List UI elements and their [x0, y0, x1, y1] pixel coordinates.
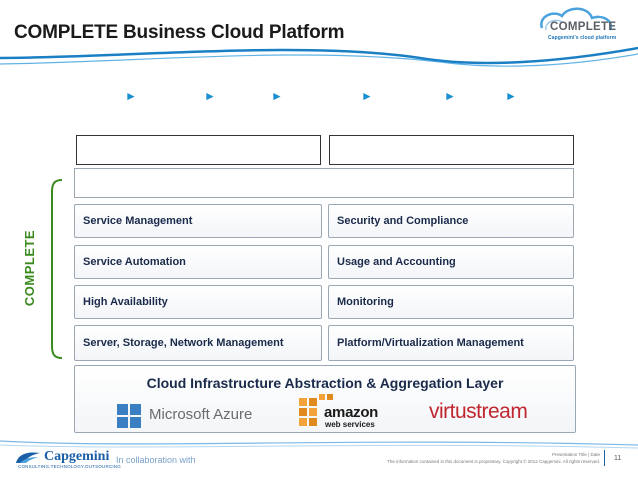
legal-notice: The information contained in this document is proprietary. Copyright © 2012 Capgemini. All rights reserved. [387, 459, 600, 464]
presentation-title-date: Presentation Title | Date [552, 452, 600, 457]
capgemini-tagline: CONSULTING.TECHNOLOGY.OUTSOURCING [18, 464, 121, 469]
complete-bracket [46, 178, 66, 360]
layer-platform-virtualization: Platform/Virtualization Management [328, 325, 574, 361]
page-number: 11 [614, 455, 622, 462]
infrastructure-layer [74, 365, 576, 433]
footer-divider [604, 450, 605, 466]
collaboration-text: In collaboration with [116, 455, 196, 465]
layer-monitoring: Monitoring [328, 285, 574, 319]
layer-high-availability: High Availability [74, 285, 322, 319]
empty-box-right [329, 135, 574, 165]
arrow-1: ► [125, 89, 137, 103]
amazon-web-services-text: web services [325, 420, 375, 429]
complete-side-label: COMPLETE [22, 229, 37, 307]
complete-logo-name: COMPLETE [550, 21, 617, 33]
empty-box-left [76, 135, 321, 165]
layer-service-management: Service Management [74, 204, 322, 238]
arrow-3: ► [271, 89, 283, 103]
arrow-4: ► [361, 89, 373, 103]
layer-service-automation: Service Automation [74, 245, 322, 279]
amazon-text: amazon [324, 404, 379, 421]
complete-logo-tagline: Capgemini's cloud platform [548, 35, 617, 41]
capgemini-name: Capgemini [44, 449, 110, 464]
capgemini-spade-icon [14, 451, 42, 465]
layer-usage-accounting: Usage and Accounting [328, 245, 574, 279]
page-title: COMPLETE Business Cloud Platform [14, 22, 345, 43]
empty-box-wide [74, 168, 574, 198]
capgemini-logo [14, 449, 121, 470]
microsoft-azure-text: Microsoft Azure [149, 406, 253, 423]
windows-icon [117, 404, 128, 415]
arrow-5: ► [444, 89, 456, 103]
layer-security-compliance: Security and Compliance [328, 204, 574, 238]
arrow-2: ► [204, 89, 216, 103]
layer-server-storage-network: Server, Storage, Network Management [74, 325, 322, 361]
virtustream-logo: virtustream [429, 400, 528, 423]
infrastructure-title: Cloud Infrastructure Abstraction & Aggregation Layer [146, 375, 504, 391]
arrow-6: ► [505, 89, 517, 103]
